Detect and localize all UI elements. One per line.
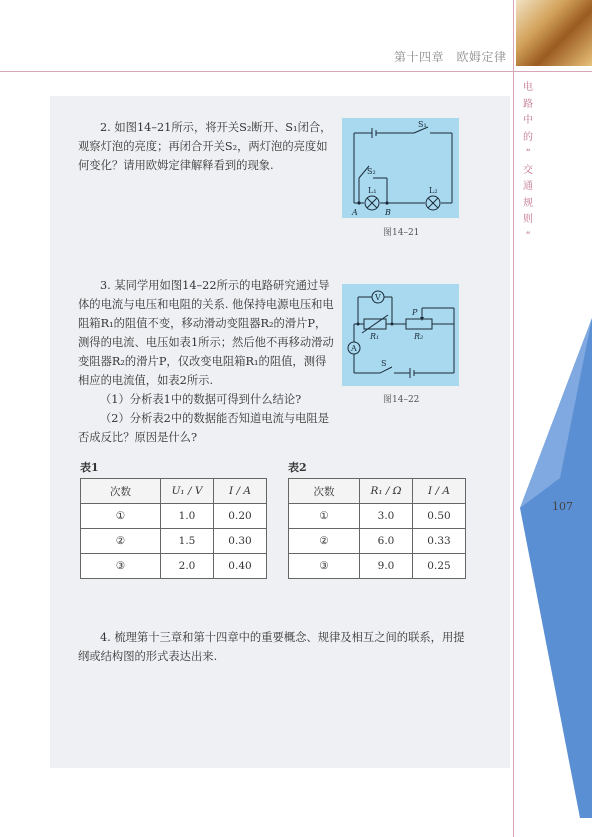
table-1-title: 表1 — [80, 461, 99, 474]
label-l2: L₂ — [429, 186, 438, 195]
question-2-text: 2. 如图14–21所示，将开关S₂断开、S₁闭合，观察灯泡的亮度；再闭合开关S₂，两灯泡的亮度如何变化？请用欧姆定律解释看到的现象. — [78, 121, 332, 172]
label-ammeter: A — [351, 344, 357, 353]
table-row: ① 3.0 0.50 — [289, 504, 466, 529]
figure-14-22 — [342, 284, 459, 386]
table-row: ② 1.5 0.30 — [81, 529, 267, 554]
header-rule — [0, 71, 592, 72]
label-s: S — [381, 359, 387, 368]
label-r2: R₂ — [414, 332, 424, 341]
question-3-sub2: （2）分析表2中的数据能否知道电流与电阻是否成反比？原因是什么? — [78, 412, 330, 444]
table-1 — [80, 478, 267, 579]
question-3-sub1: （1）分析表1中的数据可得到什么结论? — [100, 393, 302, 406]
table-row: ① 1.0 0.20 — [81, 504, 267, 529]
chapter-title: 第十四章 欧姆定律 — [394, 50, 507, 64]
side-section-title: 电 路 中 的 “ 交 通 规 则 ” — [523, 82, 533, 242]
label-s2: S₂ — [367, 167, 376, 176]
margin-blue-shape — [520, 318, 592, 818]
label-p: P — [412, 308, 418, 317]
figure-14-21 — [342, 118, 459, 218]
table-row: ③ 2.0 0.40 — [81, 554, 267, 579]
table-row: ③ 9.0 0.25 — [289, 554, 466, 579]
label-r1: R₁ — [370, 332, 380, 341]
table-row: 次数 U₁ / V I / A — [81, 479, 267, 504]
page-number: 107 — [552, 500, 573, 513]
figure-14-21-caption: 图14–21 — [383, 228, 420, 238]
label-s1: S₁ — [418, 120, 427, 129]
label-b: B — [385, 208, 391, 217]
chapter-corner-photo — [516, 0, 592, 66]
label-a: A — [352, 208, 358, 217]
label-l1: L₁ — [368, 186, 377, 195]
table-2 — [288, 478, 466, 579]
figure-14-22-caption: 图14–22 — [383, 395, 420, 405]
margin-rule — [513, 0, 514, 837]
table-row: 次数 R₁ / Ω I / A — [289, 479, 466, 504]
question-4-text: 4. 梳理第十三章和第十四章中的重要概念、规律及相互之间的联系，用提纲或结构图的形式表达出来. — [78, 631, 465, 663]
table-2-title: 表2 — [288, 461, 307, 474]
table-row: ② 6.0 0.33 — [289, 529, 466, 554]
question-3-text: 3. 某同学用如图14–22所示的电路研究通过导体的电流与电压和电阻的关系. 他保持电源电压和电阻箱R₁的阻值不变，移动滑动变阻器R₂的滑片P，测得的电流、电压如表1所示；然后他不再移动滑动变阻器R₂的滑片P，仅改变电阻箱R₁的阻值，测得相应的电流值，如表2所示. — [78, 279, 334, 387]
label-voltmeter: V — [375, 293, 381, 302]
